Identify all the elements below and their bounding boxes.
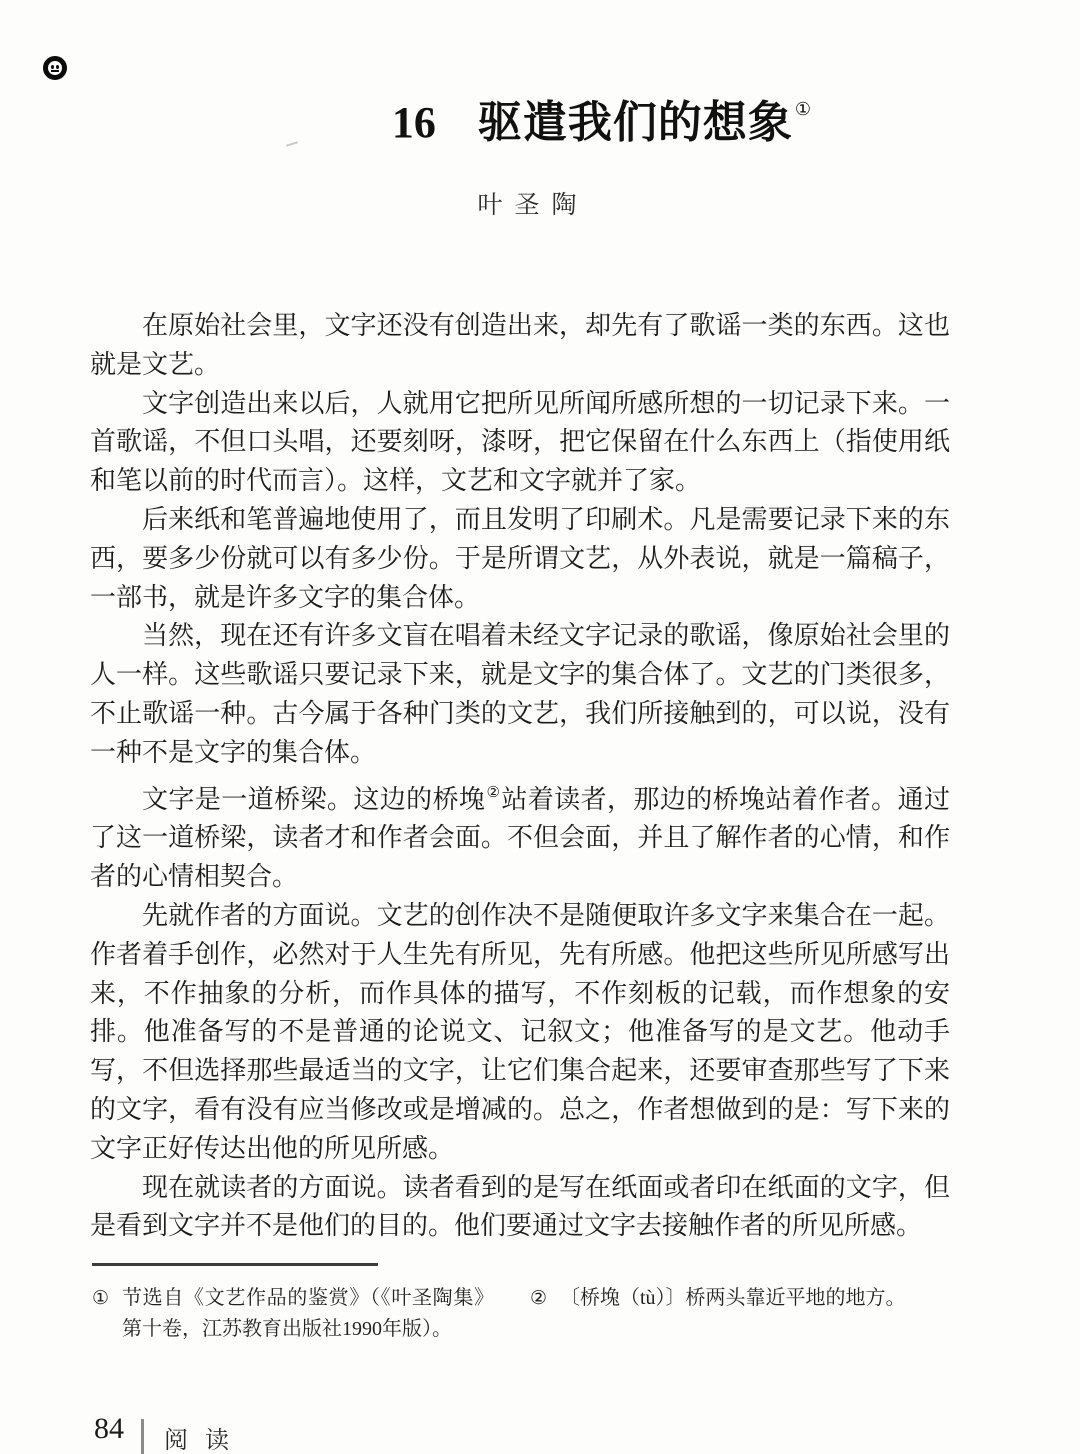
paragraph-1: 在原始社会里，文字还没有创造出来，却先有了歌谣一类的东西。这也就是文艺。 — [90, 311, 950, 379]
footnote-ref-icon: ② — [486, 782, 501, 801]
footer-divider — [141, 1419, 144, 1454]
footnote-2-marker-icon: ② — [530, 1287, 548, 1309]
paragraph-5 — [90, 773, 950, 897]
footnote-2 — [530, 1283, 992, 1314]
lesson-title — [62, 99, 1080, 147]
paragraph-4: 当然，现在还有许多文盲在唱着未经文字记录的歌谣，像原始社会里的人一样。这些歌谣只要记录下来，就是文字的集合体了。文艺的门类很多，不止歌谣一种。古今属于各种门类的文艺，我们所接触到的，可以说，没有一种不是文字的集合体。 — [90, 621, 950, 767]
footnotes — [92, 1283, 992, 1345]
page-number: 84 — [94, 1412, 124, 1445]
author-name: 叶圣陶 — [477, 192, 589, 219]
smiley-face-icon — [43, 56, 67, 80]
paragraph-3: 后来纸和笔普遍地使用了，而且发明了印刷术。凡是需要记录下来的东西，要多少份就可以有多少份。于是所谓文艺，从外表说，就是一篇稿子，一部书，就是许多文字的集合体。 — [90, 504, 950, 612]
footnote-1-text: 节选自《文艺作品的鉴赏》（《叶圣陶集》第十卷，江苏教育出版社1990年版）。 — [122, 1287, 494, 1340]
paragraph-text: 文字是一道桥梁。这边的桥堍 — [142, 784, 486, 814]
smiley-eye — [51, 65, 54, 69]
paragraph-6: 先就作者的方面说。文艺的创作决不是随便取许多文字来集合在一起。作者着手创作，必然对于人生先有所见，先有所感。他把这些所见所感写出来，不作抽象的分析，而作具体的描写，不作刻板的记载，而作想象的安排。他准备写的不是普通的论说文、记叙文；他准备写的是文艺。他动手写，不但选择那些最适当的文字，让它们集合起来，还要审查那些写了下来的文字，看有没有应当修改或是增减的。总之，作者想做到的是：写下来的文字正好传达出他的所见所感。 — [90, 900, 950, 1163]
footnote-2-text: 〔桥堍（tù）〕桥两头靠近平地的地方。 — [560, 1287, 906, 1309]
lesson-title-text: 驱遣我们的想象 — [477, 98, 793, 147]
lesson-number: 16 — [391, 98, 436, 147]
footnote-divider — [92, 1263, 378, 1266]
paragraph-7: 现在就读者的方面说。读者看到的是写在纸面或者印在纸面的文字，但是看到文字并不是他们的目的。他们要通过文字去接触作者的所见所感。 — [90, 1172, 950, 1241]
smiley-mouth — [51, 70, 59, 72]
title-footnote-ref-icon: ① — [794, 99, 813, 120]
paragraph-2: 文字创造出来以后，人就用它把所见所闻所感所想的一切记录下来。一首歌谣，不但口头唱，还要刻呀，漆呀，把它保留在什么东西上（指使用纸和笔以前的时代而言）。这样，文艺和文字就并了家。 — [90, 388, 950, 496]
footnote-1-marker-icon: ① — [92, 1287, 110, 1309]
smiley-eye — [56, 65, 59, 69]
paragraph-text: 站着读者，那边的桥堍站着作者。通过了这一道桥梁，读者才和作者会面。不但会面，并且了解作者的心情，和作者的心情相契合。 — [90, 784, 950, 892]
footnote-1 — [92, 1283, 494, 1345]
article-body — [90, 307, 950, 1246]
section-name: 阅读 — [164, 1428, 246, 1454]
